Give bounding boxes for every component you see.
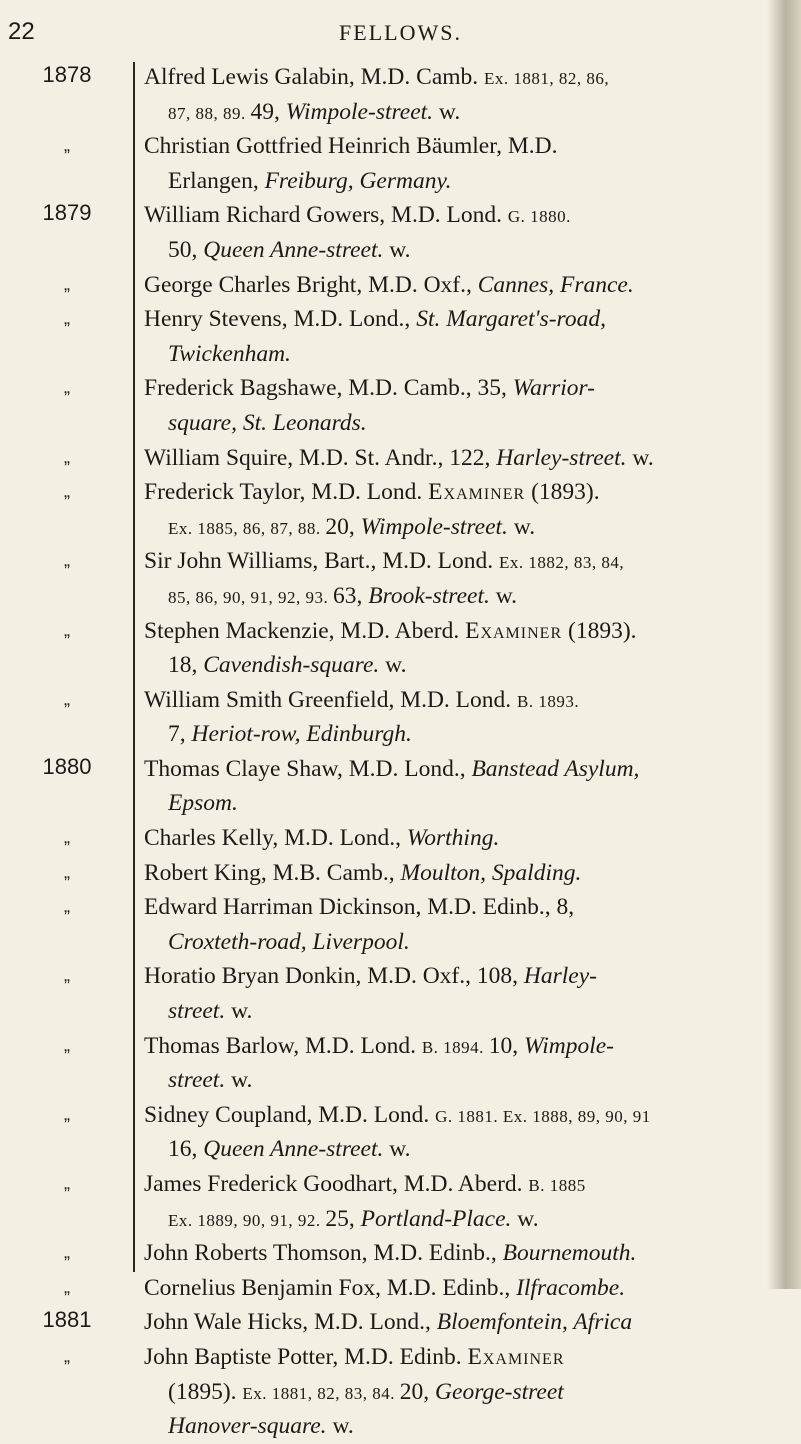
- year-label: 1878: [42, 62, 92, 87]
- year-label: 1879: [42, 200, 92, 226]
- entry-text: [168, 510, 765, 546]
- ditto-mark: „: [64, 1173, 70, 1193]
- entry-text-part: G. 1881. Ex. 1888, 89, 90, 91: [435, 1106, 651, 1126]
- entry-text-part: Horatio Bryan Donkin, M.D. Oxf., 108,: [144, 963, 524, 990]
- entry-text-part: Bournemouth.: [502, 1240, 637, 1267]
- entry-text: [144, 1098, 765, 1134]
- list-item: [0, 406, 801, 441]
- entry-text: [168, 233, 765, 267]
- entry-text-part: Alfred Lewis Galabin, M.D. Camb.: [144, 64, 485, 90]
- entry-text-part: James Frederick Goodhart, M.D. Aberd.: [144, 1171, 529, 1197]
- entry-text-part: Edward Harriman Dickinson, M.D. Edinb., 8,: [144, 894, 575, 921]
- entry-text-part: (1893).: [525, 479, 600, 506]
- entry-text: [144, 475, 765, 509]
- ditto-mark: „: [64, 827, 70, 848]
- entry-text: [144, 302, 765, 336]
- ditto-mark: „: [64, 688, 70, 709]
- entry-text: [144, 1029, 765, 1065]
- entry-text: [168, 1409, 765, 1443]
- entry-text: [144, 856, 765, 890]
- ditto-mark: „: [64, 619, 70, 640]
- entry-text-part: Portland-Place.: [360, 1205, 512, 1232]
- entry-text: [144, 198, 765, 234]
- entry-text-part: 20,: [399, 1378, 436, 1405]
- entry-text-part: Banstead Asylum,: [471, 755, 640, 782]
- entry-text-part: John Roberts Thomson, M.D. Edinb.,: [144, 1240, 503, 1267]
- entry-text: [168, 994, 765, 1028]
- entry-text-part: 87, 88, 89.: [168, 103, 251, 123]
- entry-text-part: St. Margaret's-road,: [416, 306, 606, 333]
- entry-text-part: Ex. 1881, 82, 86,: [484, 69, 610, 88]
- entry-text: [144, 614, 765, 648]
- ditto-mark: „: [64, 481, 70, 502]
- list-item: [0, 890, 801, 925]
- ditto-mark: „: [64, 965, 70, 986]
- entry-text-part: w.: [326, 1413, 354, 1440]
- entry-text: [144, 1167, 765, 1203]
- entry-text: [168, 648, 765, 682]
- entry-text-part: w.: [511, 1205, 539, 1232]
- entry-text-part: Queen Anne-street.: [203, 236, 384, 263]
- entry-text-part: 49,: [250, 98, 286, 125]
- entry-text-part: Queen Anne-street.: [203, 1136, 384, 1163]
- list-item: [0, 1409, 801, 1444]
- entry-text-part: B. 1893.: [517, 691, 580, 711]
- entry-text-part: John Baptiste Potter, M.D. Edinb.: [144, 1343, 468, 1370]
- entry-text-part: Stephen Mackenzie, M.D. Aberd.: [144, 617, 466, 644]
- entry-text-part: 18,: [168, 652, 204, 679]
- entry-text-part: Croxteth-road, Liverpool.: [168, 928, 410, 955]
- entry-text-part: Frederick Taylor, M.D. Lond.: [144, 479, 429, 506]
- list-item: [0, 198, 801, 233]
- entry-text-part: William Squire, M.D. St. Andr., 122,: [144, 444, 497, 471]
- list-item: [0, 164, 801, 199]
- ditto-mark: „: [64, 896, 70, 917]
- ditto-mark: „: [64, 550, 70, 571]
- entry-text: [144, 1305, 765, 1339]
- list-item: [0, 441, 801, 476]
- page-gutter-shadow: [767, 0, 801, 1289]
- entry-text-part: Frederick Bagshawe, M.D. Camb., 35,: [144, 375, 513, 402]
- entry-text: [144, 890, 765, 924]
- entry-text-part: Examiner: [467, 1343, 565, 1370]
- entry-text-part: w.: [433, 98, 461, 125]
- list-item: [0, 752, 801, 787]
- entry-text-part: Thomas Claye Shaw, M.D. Lond.,: [144, 755, 472, 782]
- entry-text-part: Examiner: [428, 479, 526, 506]
- entry-text: [168, 95, 765, 131]
- entry-text: [144, 129, 765, 163]
- entry-text-part: Moulton, Spalding.: [400, 859, 582, 886]
- entry-text: [144, 683, 765, 719]
- entry-text: [144, 371, 765, 405]
- entry-text-part: 20,: [325, 513, 361, 540]
- entry-text-part: Ilfracombe.: [516, 1274, 626, 1301]
- entry-text: [144, 60, 765, 96]
- entry-text-part: Henry Stevens, M.D. Lond.,: [144, 306, 417, 333]
- ditto-mark: „: [64, 135, 70, 156]
- entry-text-part: Brook-street.: [368, 582, 490, 609]
- list-item: [0, 129, 801, 164]
- list-item: [0, 1029, 801, 1064]
- entry-text-part: w.: [225, 998, 253, 1025]
- entry-text: [144, 544, 765, 580]
- list-item: [0, 233, 801, 268]
- entry-text-part: w.: [379, 652, 407, 679]
- entry-text: [144, 441, 765, 475]
- list-item: [0, 60, 801, 95]
- entry-text-part: Freiburg, Germany.: [264, 167, 452, 194]
- entry-text-part: Ex. 1885, 86, 87, 88.: [168, 518, 326, 538]
- list-item: [0, 994, 801, 1029]
- ditto-mark: „: [64, 1034, 70, 1055]
- list-item: [0, 648, 801, 683]
- list-item: [0, 1132, 801, 1167]
- list-item: [0, 579, 801, 614]
- entry-text: [144, 268, 765, 302]
- entry-text: [168, 337, 765, 371]
- year-label: 1881: [42, 1307, 92, 1333]
- entry-text-part: Epsom.: [168, 790, 238, 817]
- entry-text: [168, 786, 765, 820]
- entry-text-part: Charles Kelly, M.D. Lond.,: [144, 825, 407, 852]
- entry-text-part: Bloemfontein, Africa: [436, 1309, 633, 1336]
- entry-text-part: Wimpole-street.: [360, 513, 508, 540]
- entry-text-part: w.: [225, 1067, 253, 1094]
- list-item: [0, 475, 801, 510]
- entry-text-part: 85, 86, 90, 91, 92, 93.: [168, 587, 333, 607]
- ditto-mark: „: [64, 308, 70, 329]
- entry-text: [168, 406, 765, 440]
- entry-text-part: B. 1885: [528, 1176, 586, 1195]
- ditto-mark: „: [64, 861, 70, 882]
- list-item: [0, 925, 801, 960]
- entry-text-part: Warrior-: [512, 375, 595, 402]
- ditto-mark: „: [64, 1103, 70, 1124]
- entry-text: [144, 752, 765, 786]
- entry-text-part: G. 1880.: [507, 207, 571, 227]
- year-label: 1880: [42, 753, 92, 779]
- ditto-mark: „: [64, 1242, 70, 1263]
- list-item: [0, 95, 801, 130]
- list-item: [0, 1098, 801, 1133]
- list-item: [0, 683, 801, 718]
- entry-text-part: Cannes, France.: [477, 271, 634, 298]
- page-number: 22: [8, 18, 35, 45]
- entry-text-part: William Smith Greenfield, M.D. Lond.: [144, 686, 518, 713]
- list-item: [0, 1063, 801, 1098]
- list-item: [0, 717, 801, 752]
- fellows-list: [0, 60, 801, 1444]
- entry-text-part: w.: [626, 444, 654, 471]
- entry-text-part: w.: [383, 1136, 411, 1163]
- entry-text: [144, 821, 765, 855]
- list-item: [0, 1305, 801, 1340]
- entry-text-part: street.: [168, 998, 226, 1025]
- entry-text-part: (1895).: [168, 1378, 243, 1405]
- entry-text: [168, 1063, 765, 1097]
- entry-text-part: 10,: [488, 1032, 524, 1059]
- entry-text-part: 7,: [168, 721, 192, 748]
- entry-text-part: Twickenham.: [168, 340, 291, 367]
- list-item: [0, 1202, 801, 1237]
- list-item: [0, 268, 801, 303]
- entry-text-part: 16,: [168, 1136, 204, 1163]
- entry-text-part: Examiner: [465, 617, 563, 644]
- ditto-mark: „: [64, 273, 70, 294]
- list-item: [0, 337, 801, 372]
- entry-text-part: Cavendish-square.: [203, 652, 380, 679]
- entry-text-part: George-street: [435, 1378, 564, 1405]
- entry-text-part: w.: [383, 236, 411, 263]
- entry-text-part: Sir John Williams, Bart., M.D. Lond.: [144, 548, 500, 575]
- page-header: [0, 16, 801, 52]
- entry-text-part: 25,: [325, 1205, 361, 1232]
- ditto-mark: „: [64, 1345, 70, 1366]
- list-item: [0, 544, 801, 579]
- list-item: [0, 1271, 801, 1306]
- entry-text-part: street.: [168, 1067, 226, 1094]
- list-item: [0, 510, 801, 545]
- entry-text: [168, 579, 765, 615]
- entry-text-part: Ex. 1889, 90, 91, 92.: [168, 1210, 326, 1230]
- entry-text-part: Erlangen,: [168, 167, 265, 194]
- entry-text-part: George Charles Bright, M.D. Oxf.,: [144, 271, 478, 298]
- list-item: [0, 959, 801, 994]
- entry-text: [168, 925, 765, 959]
- list-item: [0, 302, 801, 337]
- ditto-mark: „: [64, 446, 70, 467]
- list-item: [0, 371, 801, 406]
- list-item: [0, 1167, 801, 1202]
- entry-text: [144, 1271, 765, 1305]
- entry-text-part: John Wale Hicks, M.D. Lond.,: [144, 1309, 437, 1336]
- list-item: [0, 821, 801, 856]
- entry-text: [168, 1132, 765, 1166]
- ditto-mark: „: [64, 377, 70, 398]
- entry-text-part: w.: [489, 582, 518, 609]
- entry-text: [168, 1375, 765, 1411]
- entry-text-part: Wimpole-street.: [285, 98, 434, 125]
- running-title: FELLOWS.: [339, 20, 462, 45]
- entry-text-part: Ex. 1881, 82, 83, 84.: [242, 1383, 400, 1403]
- entry-text-part: Cornelius Benjamin Fox, M.D. Edinb.,: [144, 1274, 517, 1301]
- entry-text: [168, 164, 765, 198]
- entry-text: [144, 1340, 765, 1374]
- entry-text-part: Hanover-square.: [168, 1413, 327, 1440]
- entry-text-part: Harley-: [523, 963, 597, 990]
- list-item: [0, 856, 801, 891]
- entry-text-part: square, St. Leonards.: [168, 409, 367, 436]
- list-item: [0, 614, 801, 649]
- list-item: [0, 1236, 801, 1271]
- entry-text-part: Ex. 1882, 83, 84,: [499, 553, 625, 573]
- entry-text-part: 50,: [168, 236, 204, 263]
- entry-text-part: Harley-street.: [496, 444, 627, 471]
- entry-text-part: w.: [507, 513, 536, 540]
- entry-text: [144, 959, 765, 993]
- entry-text-part: Robert King, M.B. Camb.,: [144, 859, 401, 886]
- entry-text-part: Worthing.: [406, 825, 500, 852]
- entry-text: [168, 1202, 765, 1238]
- entry-text-part: Sidney Coupland, M.D. Lond.: [144, 1101, 436, 1128]
- entry-text-part: Heriot-row, Edinburgh.: [191, 721, 412, 748]
- entry-text-part: Christian Gottfried Heinrich Bäumler, M.D.: [144, 133, 558, 160]
- entry-text-part: 63,: [333, 582, 369, 609]
- entry-text-part: (1893).: [562, 617, 637, 644]
- entry-text: [168, 717, 765, 751]
- entry-text-part: William Richard Gowers, M.D. Lond.: [144, 202, 508, 229]
- entry-text-part: Thomas Barlow, M.D. Lond.: [144, 1032, 422, 1059]
- entry-text-part: B. 1894.: [421, 1037, 489, 1057]
- entry-text: [144, 1236, 765, 1270]
- ditto-mark: „: [64, 1276, 70, 1297]
- entry-text-part: Wimpole-: [523, 1032, 615, 1059]
- list-item: [0, 786, 801, 821]
- list-item: [0, 1340, 801, 1375]
- list-item: [0, 1375, 801, 1410]
